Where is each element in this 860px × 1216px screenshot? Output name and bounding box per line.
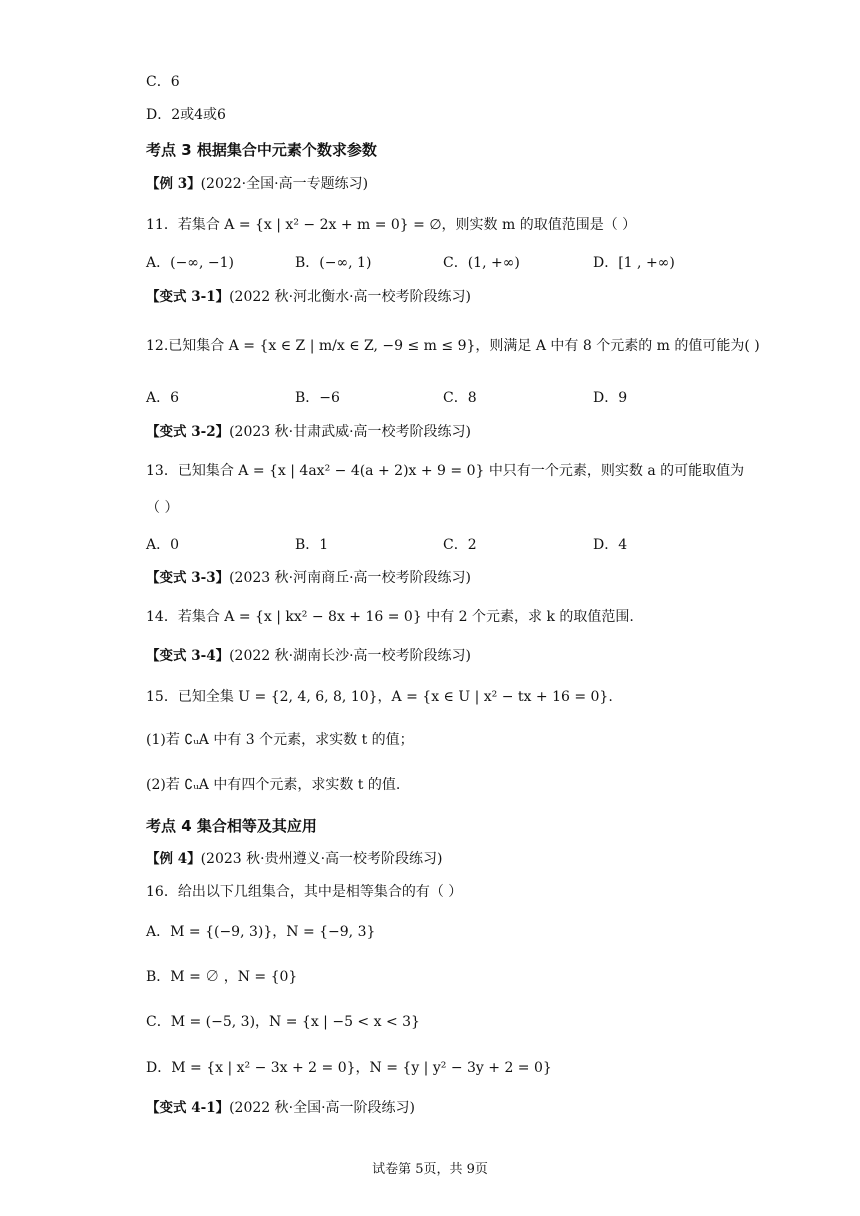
q13-option-a: A．0	[146, 537, 180, 553]
question-13-paren: （ ）	[146, 500, 179, 516]
question-16: 16．给出以下几组集合，其中是相等集合的有（ ）	[146, 884, 463, 900]
q16-option-c: C．M = (−5, 3)，N = {x | −5 < x < 3}	[146, 1014, 420, 1030]
variant-tag: 【变式 4-1】	[146, 1100, 230, 1116]
question-11: 11．若集合 A = {x | x² − 2x + m = 0} = ∅，则实数 m 的取值范围是（ ）	[146, 217, 637, 233]
example-source: (2022·全国·高一专题练习)	[200, 176, 369, 192]
variant-source: (2022 秋·全国·高一阶段练习)	[229, 1100, 415, 1116]
q11-option-c: C．(1, +∞)	[443, 255, 520, 271]
example-tag: 【例 3】	[146, 176, 201, 192]
example-tag: 【例 4】	[146, 851, 201, 867]
q13-option-c: C．2	[443, 537, 477, 553]
option-c-prev: C．6	[146, 74, 180, 90]
question-15-part-1: (1)若 ∁ᵤA 中有 3 个元素，求实数 t 的值；	[146, 732, 414, 748]
variant-tag: 【变式 3-3】	[146, 570, 230, 586]
option-d-prev: D．2或4或6	[146, 107, 226, 123]
variant-3-3-header	[146, 568, 471, 588]
section-title-kp4: 考点 4 集合相等及其应用	[146, 817, 317, 835]
example-3-header	[146, 174, 368, 194]
q16-option-a: A．M = {(−9, 3)}，N = {−9, 3}	[146, 924, 376, 940]
variant-tag: 【变式 3-1】	[146, 289, 230, 305]
question-14: 14．若集合 A = {x | kx² − 8x + 16 = 0} 中有 2 个元素，求 k 的取值范围.	[146, 609, 634, 625]
question-12: 12.已知集合 A = {x ∈ Z | m/x ∈ Z, −9 ≤ m ≤ 9}，则满足 A 中有 8 个元素的 m 的值可能为( )	[146, 338, 760, 354]
page-footer: 试卷第 5页，共 9页	[372, 1162, 488, 1177]
q12-option-a: A．6	[146, 390, 180, 406]
q11-option-d: D．[1 , +∞)	[593, 255, 675, 271]
variant-4-1-header	[146, 1098, 415, 1118]
q11-option-a: A．(−∞, −1)	[146, 255, 234, 271]
question-15-part-2: (2)若 ∁ᵤA 中有四个元素，求实数 t 的值.	[146, 777, 401, 793]
q12-option-b: B．−6	[295, 390, 340, 406]
variant-3-1-header	[146, 287, 471, 307]
variant-source: (2022 秋·湖南长沙·高一校考阶段练习)	[229, 648, 471, 664]
variant-source: (2022 秋·河北衡水·高一校考阶段练习)	[229, 289, 471, 305]
q12-option-c: C．8	[443, 390, 477, 406]
q13-option-b: B．1	[295, 537, 329, 553]
example-4-header	[146, 849, 443, 869]
question-13: 13．已知集合 A = {x | 4ax² − 4(a + 2)x + 9 = 0} 中只有一个元素，则实数 a 的可能取值为	[146, 463, 745, 479]
variant-tag: 【变式 3-2】	[146, 424, 230, 440]
variant-tag: 【变式 3-4】	[146, 648, 230, 664]
variant-3-4-header	[146, 646, 471, 666]
variant-source: (2023 秋·甘肃武威·高一校考阶段练习)	[229, 424, 471, 440]
section-title-kp3: 考点 3 根据集合中元素个数求参数	[146, 141, 377, 159]
q16-option-b: B．M = ∅ ，N = {0}	[146, 969, 298, 985]
example-source: (2023 秋·贵州遵义·高一校考阶段练习)	[200, 851, 443, 867]
q11-option-b: B．(−∞, 1)	[295, 255, 372, 271]
q12-option-d: D．9	[593, 390, 628, 406]
variant-3-2-header	[146, 422, 471, 442]
question-15: 15．已知全集 U = {2, 4, 6, 8, 10}，A = {x ∈ U | x² − tx + 16 = 0}.	[146, 689, 613, 705]
variant-source: (2023 秋·河南商丘·高一校考阶段练习)	[229, 570, 471, 586]
q13-option-d: D．4	[593, 537, 628, 553]
q16-option-d: D．M = {x | x² − 3x + 2 = 0}，N = {y | y² − 3y + 2 = 0}	[146, 1060, 552, 1076]
